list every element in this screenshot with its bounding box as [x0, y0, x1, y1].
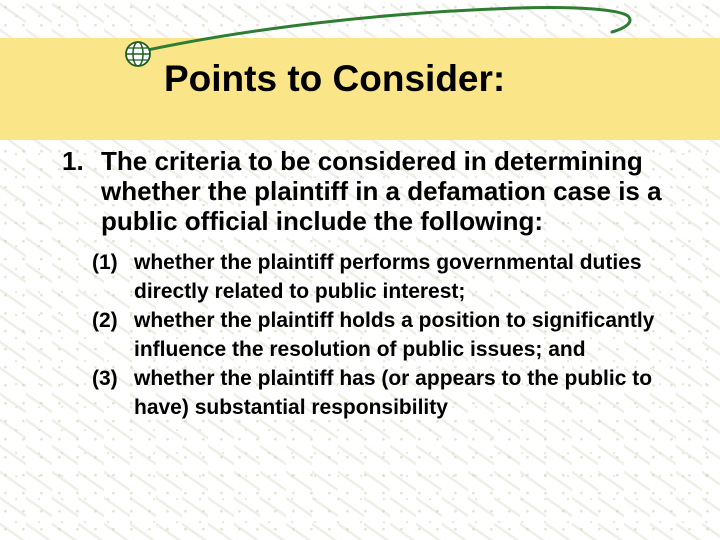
list-item-text: The criteria to be considered in determining whether the plaintiff in a defamation case is a public official include the following:	[101, 146, 662, 236]
list-item	[58, 146, 698, 236]
sub-list-item-text: whether the plaintiff has (or appears to the public to have) substantial responsibility	[134, 367, 653, 419]
sub-list-item	[92, 364, 698, 422]
globe-icon	[124, 40, 152, 68]
sub-list-item-number: (3)	[92, 367, 118, 390]
slide-content	[58, 146, 698, 422]
sub-list-item	[92, 306, 698, 364]
sub-list-item-text: whether the plaintiff performs governmental duties directly related to public interest;	[134, 251, 642, 303]
sub-list	[92, 248, 698, 422]
sub-list-item-number: (1)	[92, 251, 118, 274]
sub-list-item-text: whether the plaintiff holds a position to significantly influence the resolution of public issues; and	[134, 309, 655, 361]
list-item-number: 1.	[62, 146, 84, 176]
slide-title: Points to Consider:	[164, 58, 506, 99]
sub-list-item-number: (2)	[92, 309, 118, 332]
sub-list-item	[92, 248, 698, 306]
